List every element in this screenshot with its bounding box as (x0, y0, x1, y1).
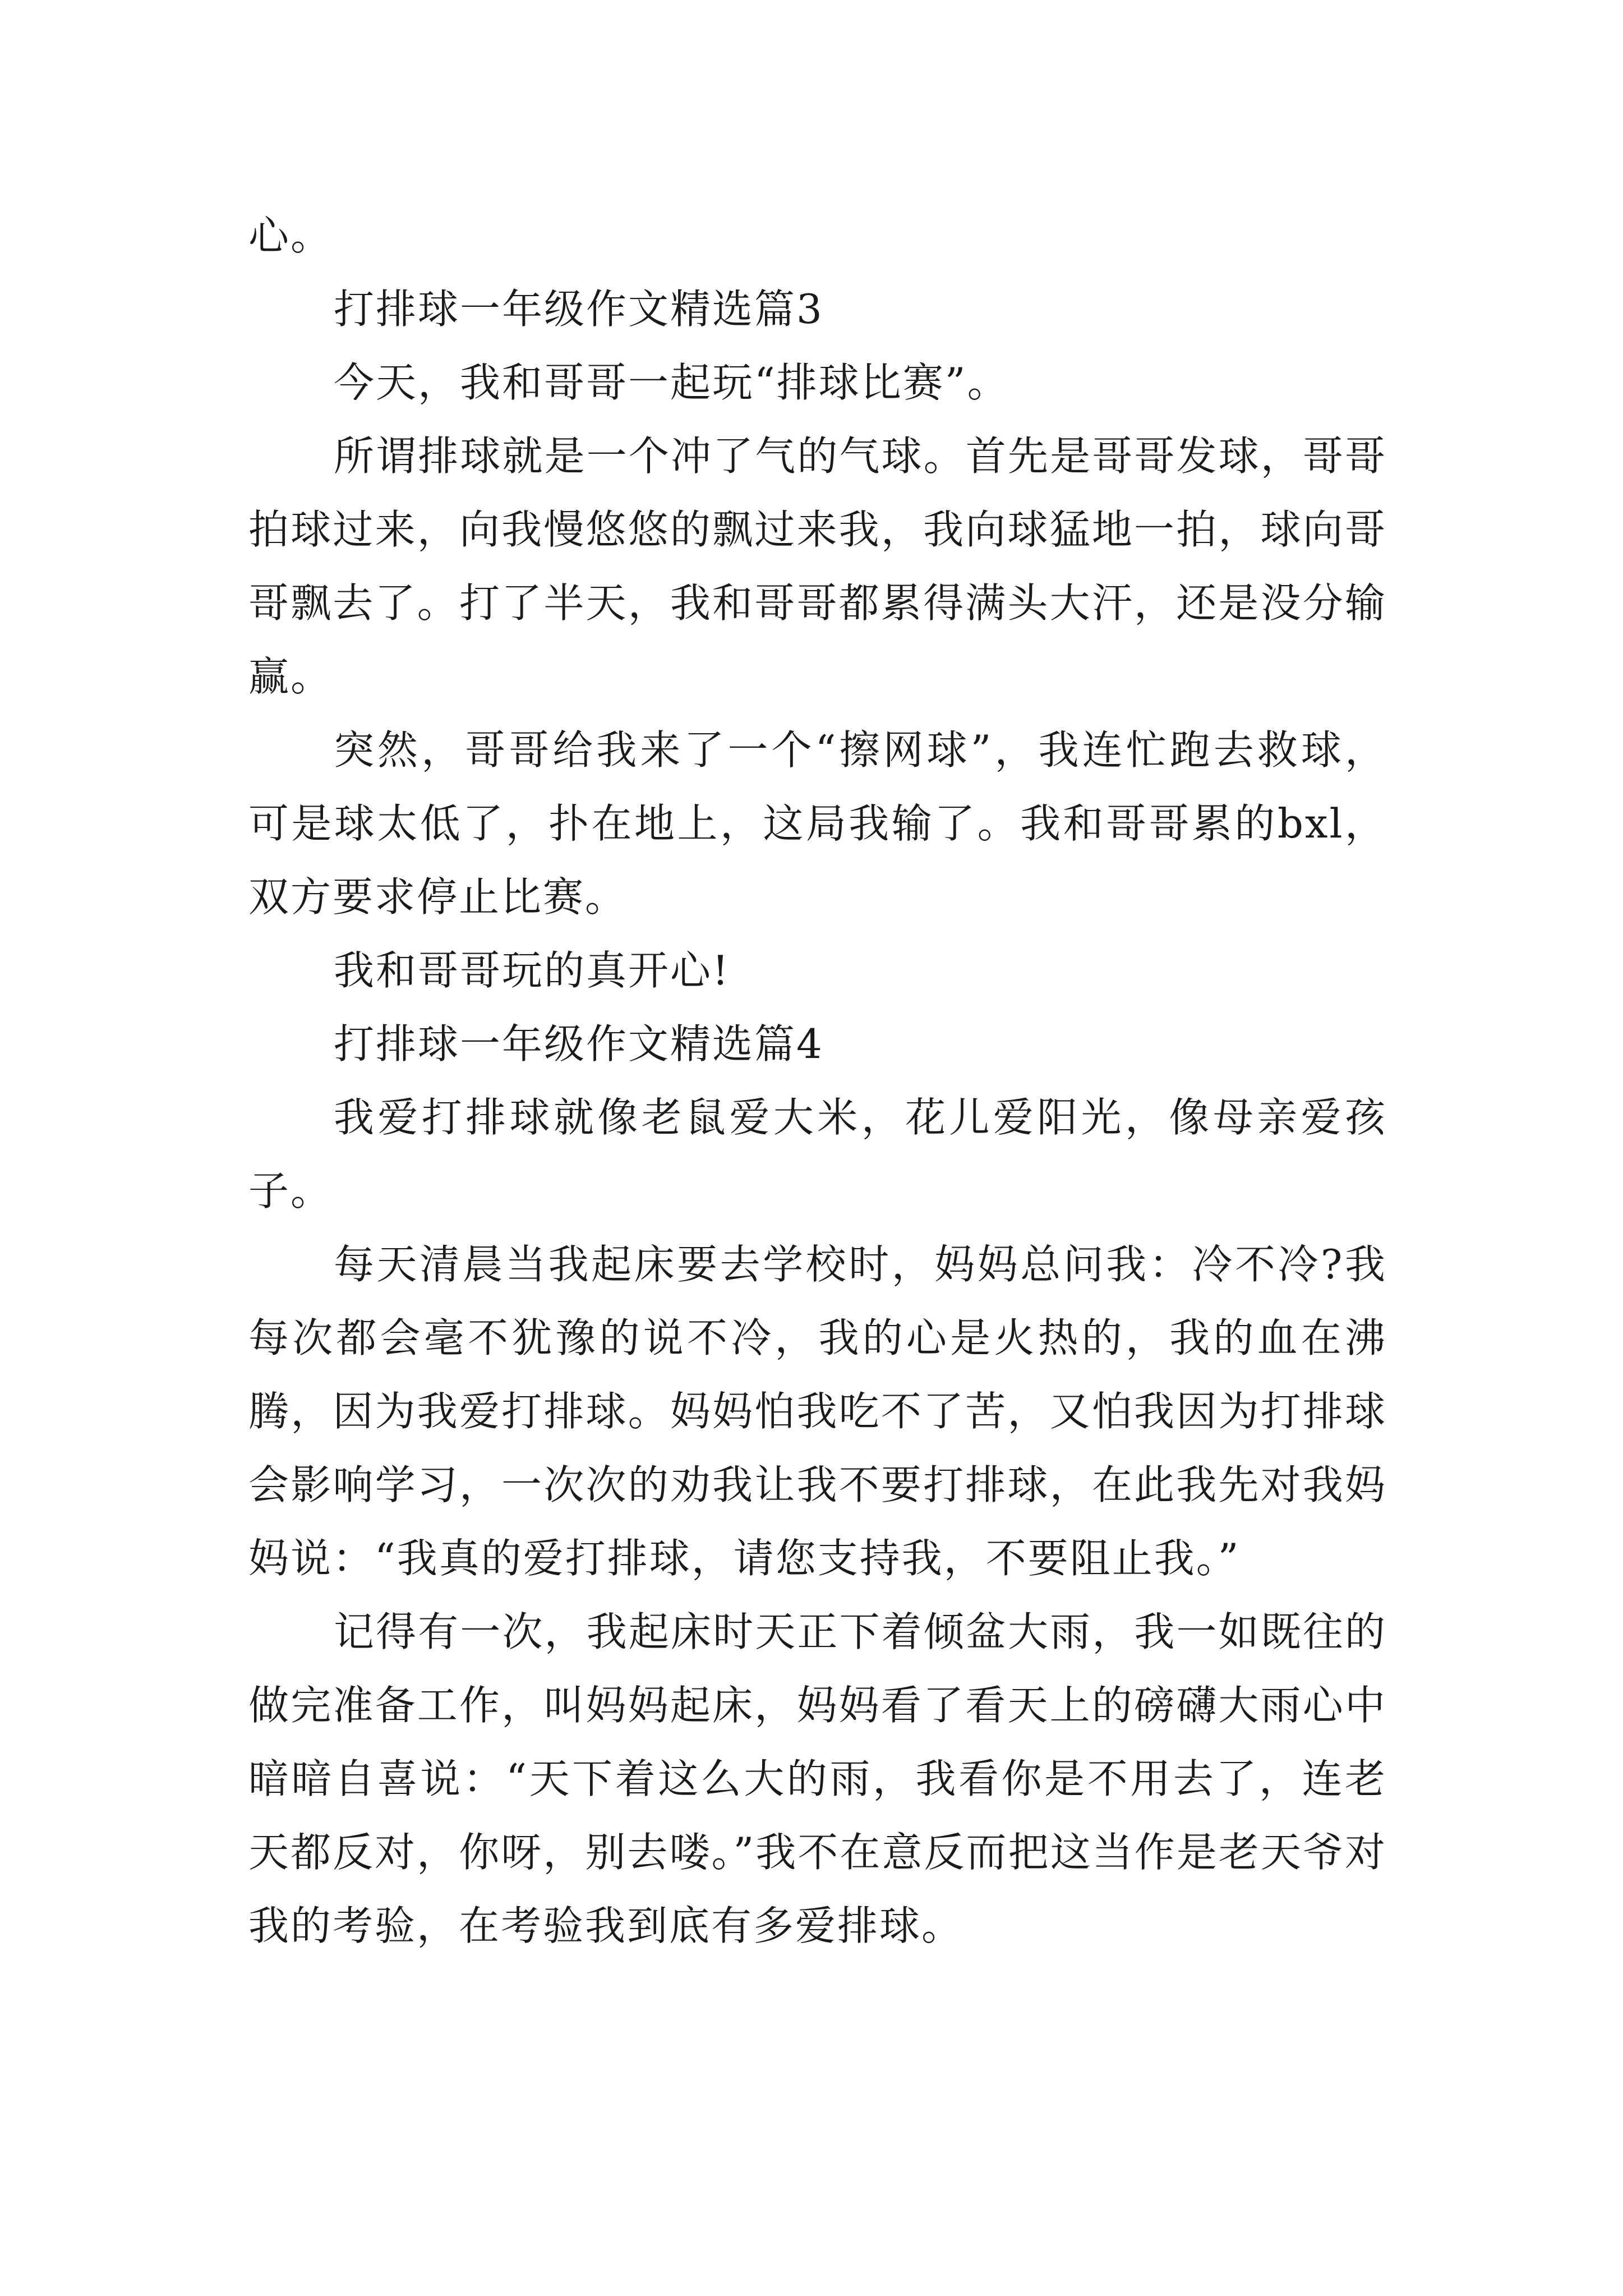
paragraph: 所谓排球就是一个冲了气的气球。首先是哥哥发球，哥哥拍球过来，向我慢悠悠的飘过来我，我向球猛地一拍，球向哥哥飘去了。打了半天，我和哥哥都累得满头大汗，还是没分输赢。 (248, 432, 1387, 700)
paragraph: 今天，我和哥哥一起玩“排球比赛”。 (334, 359, 1009, 406)
paragraph: 我和哥哥玩的真开心! (334, 947, 730, 994)
document-body (248, 199, 1387, 1963)
paragraph: 记得有一次，我起床时天正下着倾盆大雨，我一如既往的做完准备工作，叫妈妈起床，妈妈看了看天上的磅礴大雨心中暗暗自喜说：“天下着这么大的雨，我看你是不用去了，连老天都反对，你呀，别去喽。”我不在意反而把这当作是老天爷对我的考验，在考验我到底有多爱排球。 (248, 1608, 1387, 1949)
paragraph-continuation: 心。 (248, 212, 333, 259)
paragraph: 突然，哥哥给我来了一个“擦网球”，我连忙跑去救球，可是球太低了，扑在地上，这局我输了。我和哥哥累的bxl，双方要求停止比赛。 (248, 726, 1387, 921)
section-heading-3: 打排球一年级作文精选篇3 (334, 286, 824, 333)
section-heading-4: 打排球一年级作文精选篇4 (334, 1020, 824, 1068)
paragraph: 我爱打排球就像老鼠爱大米，花儿爱阳光，像母亲爱孩子。 (248, 1094, 1387, 1214)
paragraph: 每天清晨当我起床要去学校时，妈妈总问我：冷不冷?我每次都会毫不犹豫的说不冷，我的心是火热的，我的血在沸腾，因为我爱打排球。妈妈怕我吃不了苦，又怕我因为打排球会影响学习，一次次的劝我让我不要打排球，在此我先对我妈妈说：“我真的爱打排球，请您支持我，不要阻止我。” (248, 1241, 1387, 1582)
